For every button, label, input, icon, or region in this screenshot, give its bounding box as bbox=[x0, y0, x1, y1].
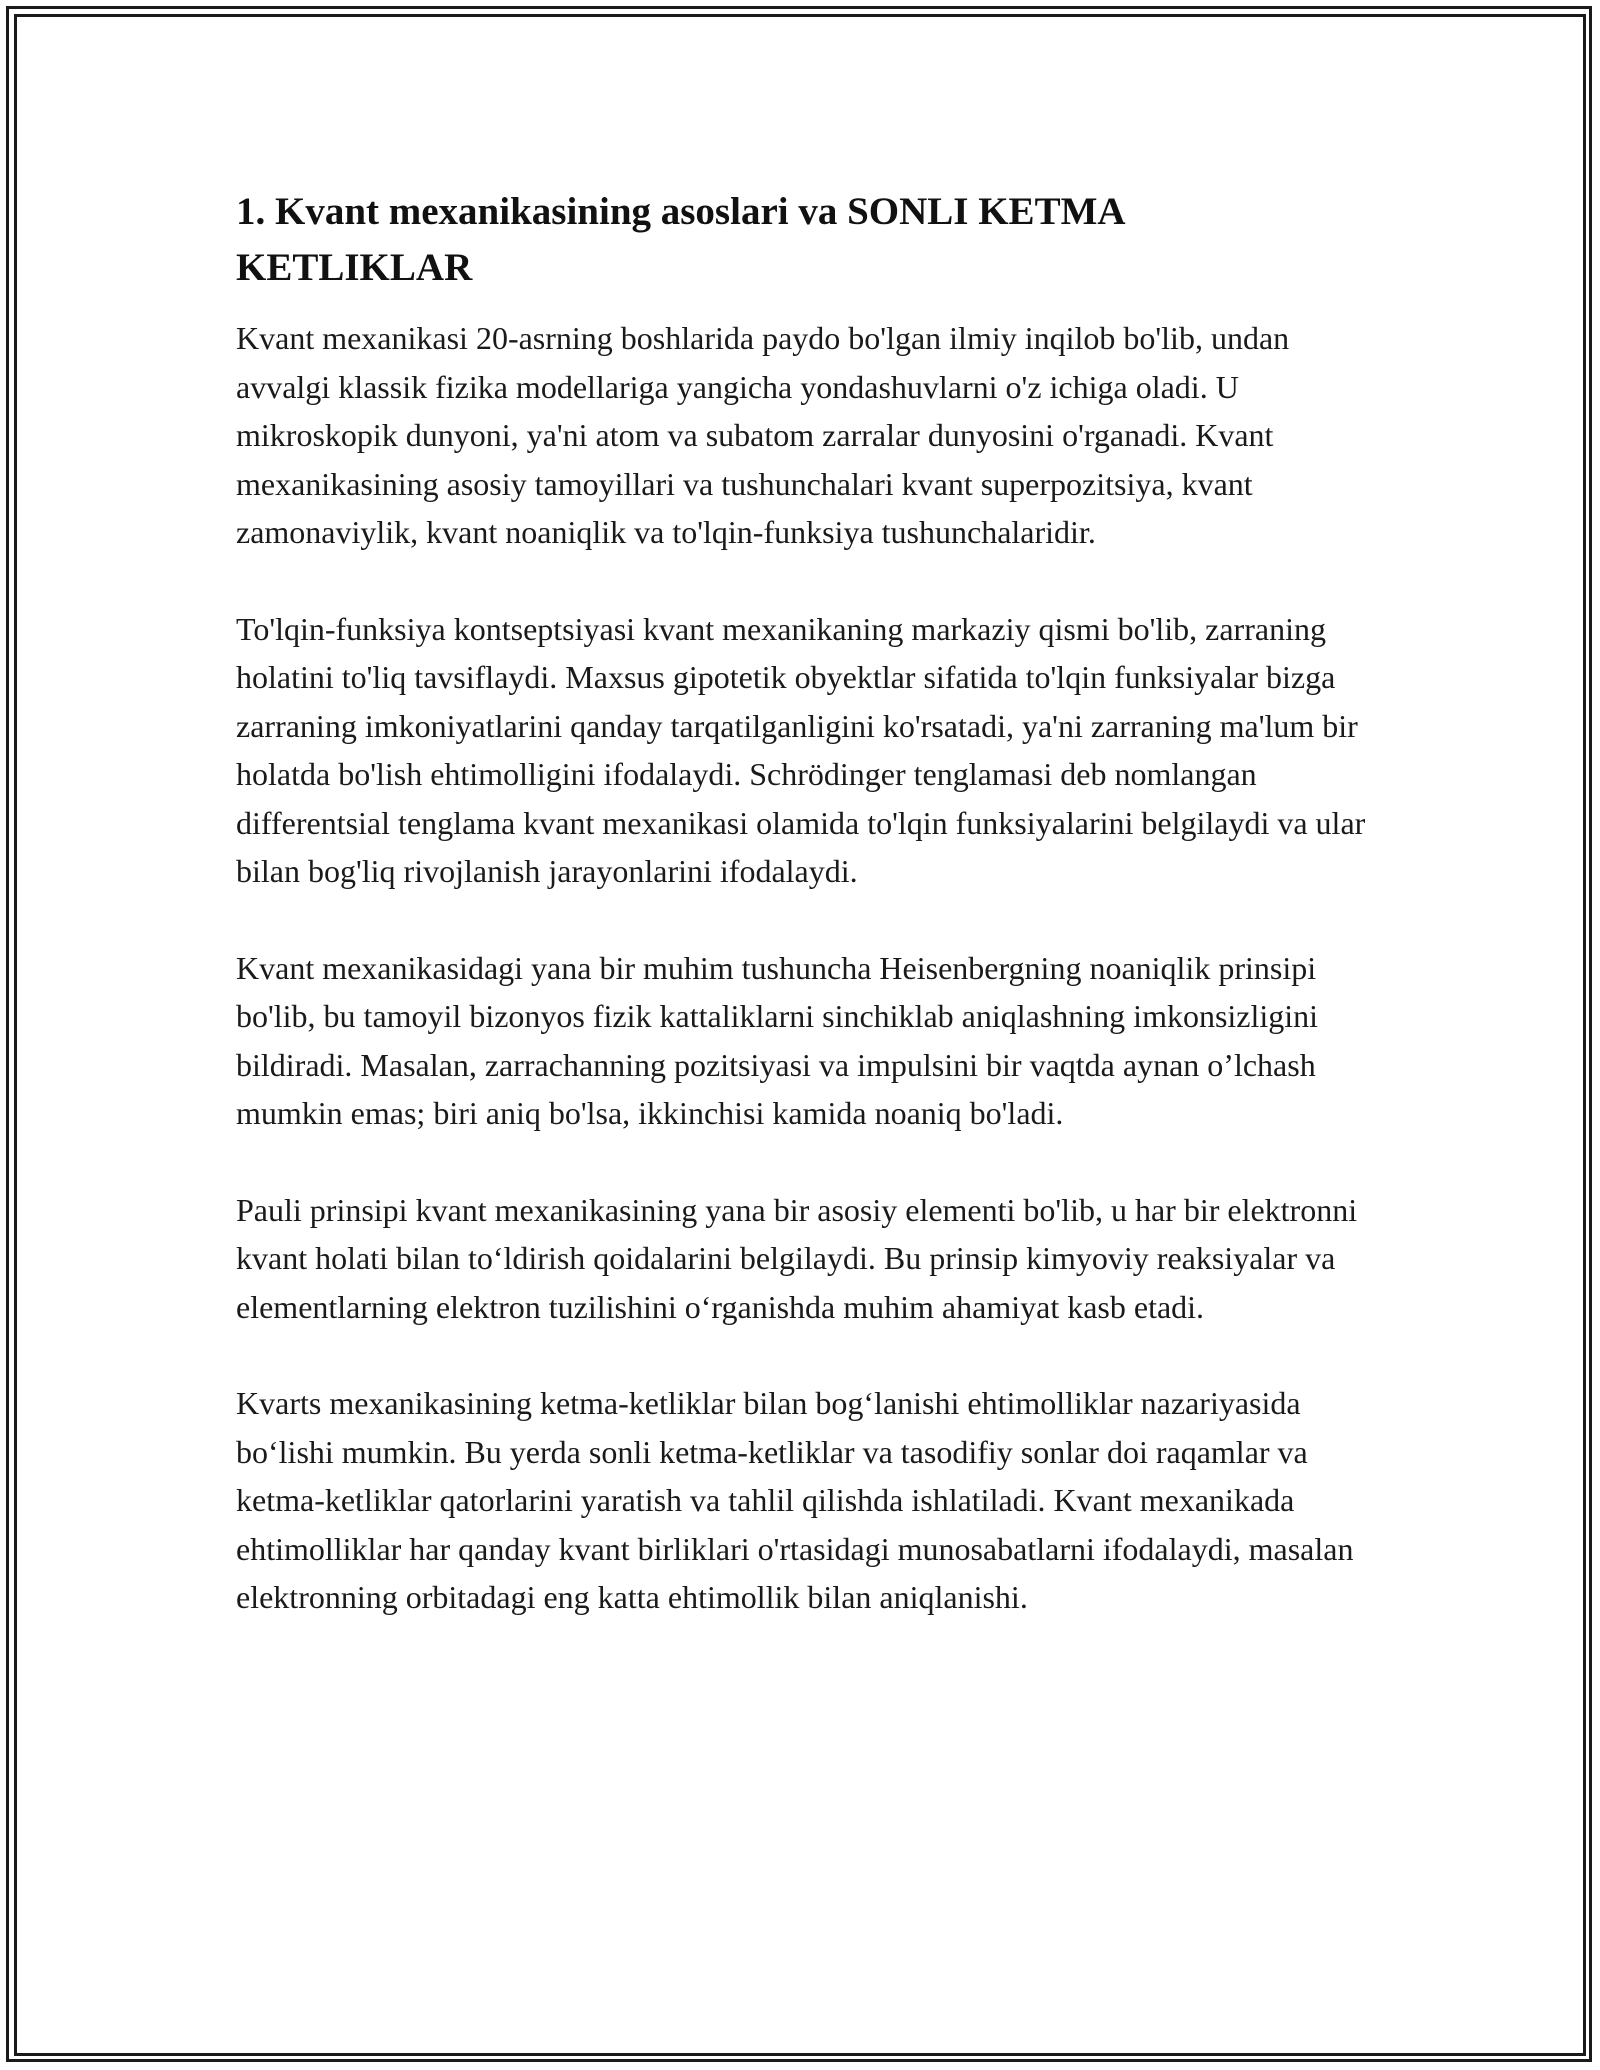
paragraph-uncertainty-principle: Kvant mexanikasidagi yana bir muhim tushuncha Heisenbergning noaniqlik prinsipi bo'lib, bu tamoyil bizonyos fizik kattaliklarni sinchiklab aniqlashning imkonsizligini bildiradi. Masalan, zarrachanning pozitsiyasi va impulsini bir vaqtda aynan o’lchash mumkin emas; biri aniq bo'lsa, ikkinchisi kamida noaniq bo'ladi. bbox=[236, 949, 1319, 1131]
document-body bbox=[236, 184, 1366, 1670]
paragraph-pauli-principle: Pauli prinsipi kvant mexanikasining yana bir asosiy elementi bo'lib, u har bir elektronni kvant holati bilan to‘ldirish qoidalarini belgilaydi. Bu prinsip kimyoviy reaksiyalar va elementlarning elektron tuzilishini o‘rganishda muhim ahamiyat kasb etadi. bbox=[236, 1191, 1358, 1325]
paragraph-intro: Kvant mexanikasi 20-asrning boshlarida paydo bo'lgan ilmiy inqilob bo'lib, undan avvalgi klassik fizika modellariga yangicha yondashuvlarni o'z ichiga oladi. U mikroskopik dunyoni, ya'ni atom va subatom zarralar dunyosini o'rganadi. Kvant mexanikasining asosiy tamoyillari va tushunchalari kvant superpozitsiya, kvant zamonaviylik, kvant noaniqlik va to'lqin-funksiya tushunchalaridir. bbox=[236, 320, 1290, 550]
paragraph-sequences: Kvarts mexanikasining ketma-ketliklar bilan bog‘lanishi ehtimolliklar nazariyasida bo‘lishi mumkin. Bu yerda sonli ketma-ketliklar va tasodifiy sonlar doi raqamlar va ketma-ketliklar qatorlarini yaratish va tahlil qilishda ishlatiladi. Kvant mexanikada ehtimolliklar har qanday kvant birliklari o'rtasidagi munosabatlarni ifodalaydi, masalan elektronning orbitadagi eng katta ehtimollik bilan aniqlanishi. bbox=[236, 1385, 1354, 1615]
document-title: 1. Kvant mexanikasining asoslari va SONLI KETMA KETLIKLAR bbox=[236, 190, 1124, 289]
paragraph-wave-function: To'lqin-funksiya kontseptsiyasi kvant mexanikaning markaziy qismi bo'lib, zarraning holatini to'liq tavsiflaydi. Maxsus gipotetik obyektlar sifatida to'lqin funksiyalar bizga zarraning imkoniyatlarini qanday tarqatilganligini ko'rsatadi, ya'ni zarraning ma'lum bir holatda bo'lish ehtimolligini ifodalaydi. Schrödinger tenglamasi deb nomlangan differentsial tenglama kvant mexanikasi olamida to'lqin funksiyalarini belgilaydi va ular bilan bog'liq rivojlanish jarayonlarini ifodalaydi. bbox=[236, 610, 1366, 889]
